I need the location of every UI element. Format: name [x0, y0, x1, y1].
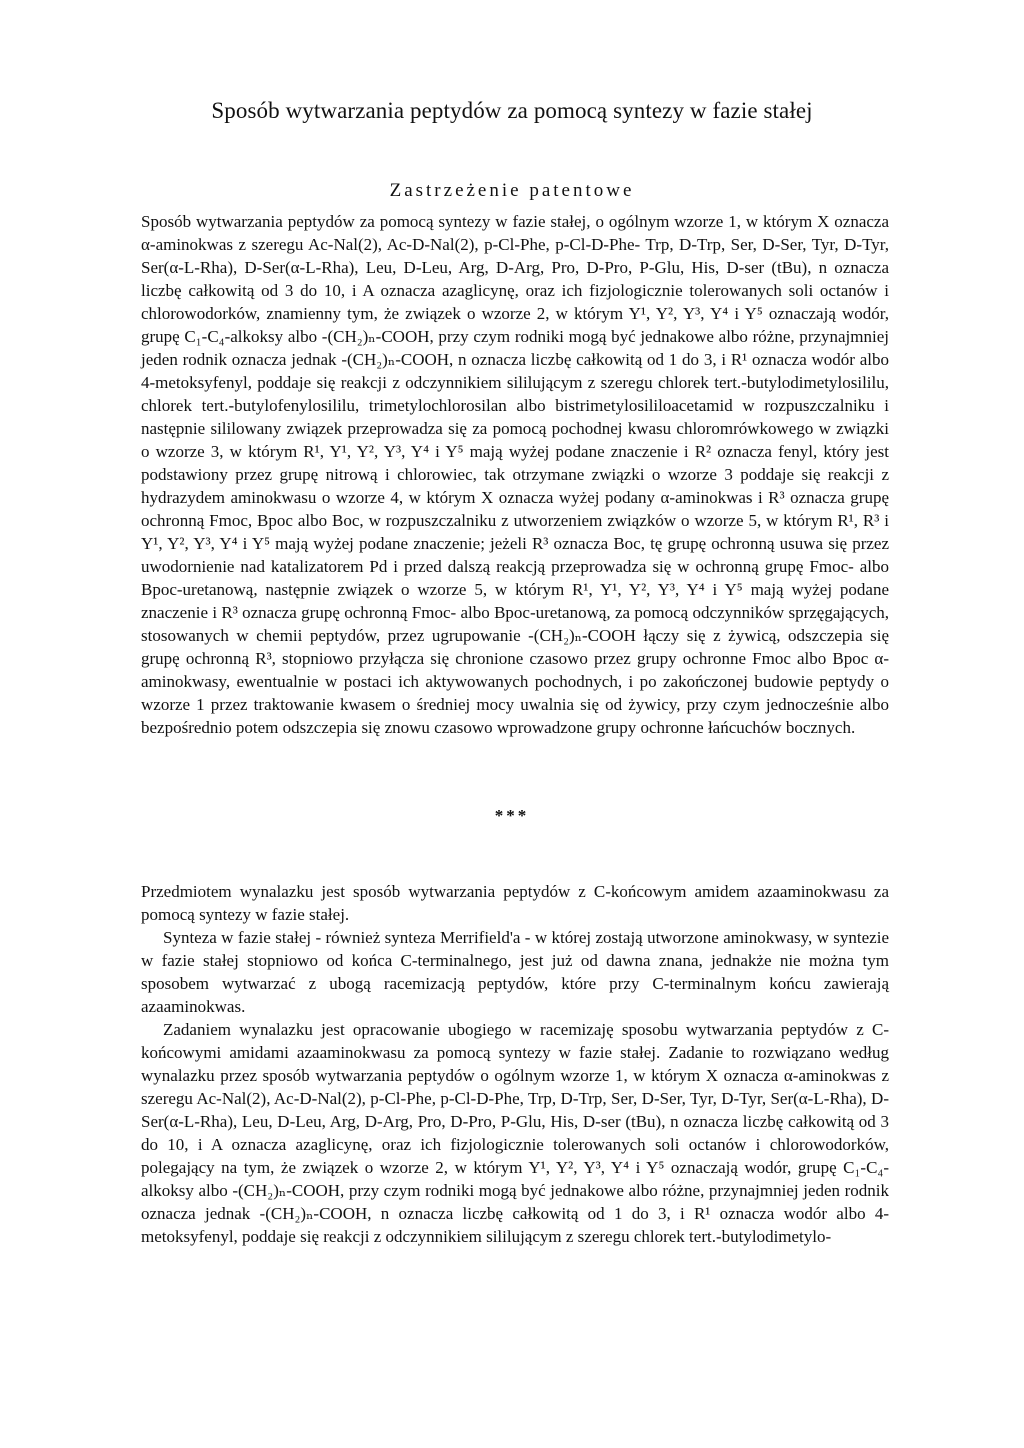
description-section — [141, 880, 889, 1248]
section-separator: *** — [494, 806, 530, 825]
document-title: Sposób wytwarzania peptydów za pomocą syntezy w fazie stałej — [211, 98, 813, 123]
description-paragraph-1: Przedmiotem wynalazku jest sposób wytwarzania peptydów z C-końcowym amidem azaaminokwasu za pomocą syntezy w fazie stałej. — [141, 882, 889, 924]
description-paragraph-3: Zadaniem wynalazku jest opracowanie ubogiego w racemizaję sposobu wytwarzania peptydów z C-końcowymi amidami azaaminokwasu za pomocą syntezy w fazie stałej. Zadanie to rozwiązano według wynalazku przez sposób wytwarzania peptydów o ogólnym wzorze 1, w którym X oznacza α-aminokwas z szeregu Ac-Nal(2), Ac-D-Nal(2), p-Cl-Phe, p-Cl-D-Phe, Trp, D-Trp, Ser, D-Ser, Tyr, D-Tyr, Ser(α-L-Rha), D-Ser(α-L-Rha), Leu, D-Leu, Arg, D-Arg, Pro, D-Pro, P-Glu, His, D-ser (tBu), n oznacza liczbę całkowitą od 3 do 10, i A oznacza azaglicynę, oraz ich fizjologicznie tolerowanych soli octanów i chlorowodorków, polegający na tym, że związek o wzorze 2, w którym Y¹, Y², Y³, Y⁴ i Y⁵ oznaczają wodór, grupę C₁-C₄-alkoksy albo -(CH₂)ₙ-COOH, przy czym rodniki mogą być jednakowe albo różne, przynajmniej jeden rodnik oznacza jednak -(CH₂)ₙ-COOH, n oznacza liczbę całkowitą od 1 do 3, i R¹ oznacza wodór albo 4-metoksyfenyl, poddaje się reakcji z odczynnikiem sililującym z szeregu chlorek tert.-butylodimetylo- — [141, 1020, 889, 1246]
claims-heading: Zastrzeżenie patentowe — [389, 180, 635, 201]
claim-section — [141, 210, 889, 739]
description-paragraph-2: Synteza w fazie stałej - również synteza Merrifield'a - w której zostają utworzone aminokwasy, w syntezie w fazie stałej stopniowo od końca C-terminalnego, jest już od dawna znana, jednakże nie można tym sposobem wytwarzać z ubogą racemizacją peptydów, które przy C-terminalnym końcu zawierają azaaminokwas. — [141, 928, 889, 1016]
claim-paragraph: Sposób wytwarzania peptydów za pomocą syntezy w fazie stałej, o ogólnym wzorze 1, w którym X oznacza α-aminokwas z szeregu Ac-Nal(2), Ac-D-Nal(2), p-Cl-Phe, p-Cl-D-Phe- Trp, D-Trp, Ser, D-Ser, Tyr, D-Tyr, Ser(α-L-Rha), D-Ser(α-L-Rha), Leu, D-Leu, Arg, D-Arg, Pro, D-Pro, P-Glu, His, D-ser (tBu), n oznacza liczbę całkowitą od 3 do 10, i A oznacza azaglicynę, oraz ich fizjologicznie tolerowanych soli octanów i chlorowodorków, znamienny tym, że związek o wzorze 2, w którym Y¹, Y², Y³, Y⁴ i Y⁵ oznaczają wodór, grupę C₁-C₄-alkoksy albo -(CH₂)ₙ-COOH, przy czym rodniki mogą być jednakowe albo różne, przynajmniej jeden rodnik oznacza jednak -(CH₂)ₙ-COOH, n oznacza liczbę całkowitą od 1 do 3, i R¹ oznacza wodór albo 4-metoksyfenyl, poddaje się reakcji z odczynnikiem sililującym z szeregu chlorek tert.-butylodimetylosililu, chlorek tert.-butylofenylosililu, trimetylochlorosilan albo bistrimetylosililoacetamid w rozpuszczalniku i następnie sililowany związek przeprowadza się za pomocą pochodnej kwasu chloromrówkowego w związki o wzorze 3, w którym R¹, Y¹, Y², Y³, Y⁴ i Y⁵ mają wyżej podane znaczenie i R² oznacza fenyl, który jest podstawiony przez grupę nitrową i chlorowiec, tak otrzymane związki o wzorze 3 poddaje się reakcji z hydrazydem aminokwasu o wzorze 4, w którym X oznacza wyżej podany α-aminokwas i R³ oznacza grupę ochronną Fmoc, Bpoc albo Boc, w rozpuszczalniku z utworzeniem związków o wzorze 5, w którym R¹, R³ i Y¹, Y², Y³, Y⁴ i Y⁵ mają wyżej podane znaczenie; jeżeli R³ oznacza Boc, tę grupę ochronną usuwa się przez uwodornienie nad katalizatorem Pd i przed dalszą reakcją przeprowadza się w ochronną grupę Fmoc- albo Bpoc-uretanową, następnie związek o wzorze 5, w którym R¹, Y¹, Y², Y³, Y⁴ i Y⁵ mają wyżej podane znaczenie i R³ oznacza grupę ochronną Fmoc- albo Bpoc-uretanową, za pomocą odczynników sprzęgających, stosowanych w chemii peptydów, przez ugrupowanie -(CH₂)ₙ-COOH łączy się z żywicą, odszczepia się grupę ochronną R³, stopniowo przyłącza się chronione czasowo przez grupy ochronne Fmoc albo Bpoc α-aminokwasy, ewentualnie w postaci ich aktywowanych pochodnych, i po zakończonej budowie peptydy o wzorze 1 przez traktowanie kwasem o średniej mocy uwalnia się od żywicy, przy czym jednocześnie albo bezpośrednio potem odszczepia się znowu czasowo wprowadzone grupy ochronne łańcuchów bocznych. — [141, 212, 889, 737]
